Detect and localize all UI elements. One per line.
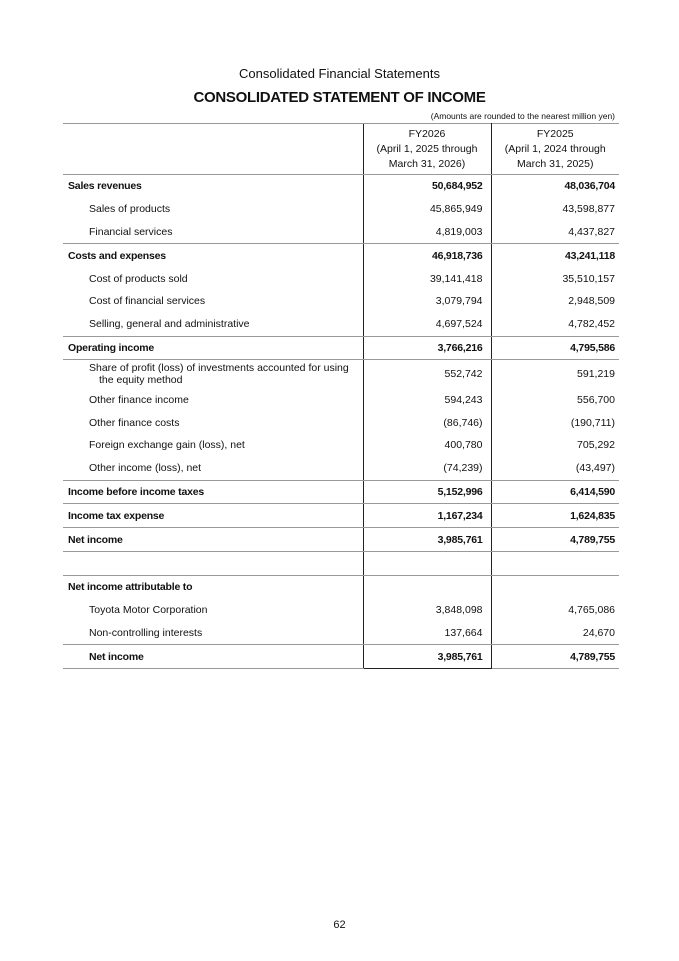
income-statement-table: [63, 123, 619, 669]
value-previous: 705,292: [577, 439, 615, 452]
value-current: 400,780: [363, 434, 491, 457]
page-title: CONSOLIDATED STATEMENT OF INCOME: [193, 89, 486, 106]
row-label: Non-controlling interests: [63, 621, 363, 644]
value-current: 3,766,216: [363, 336, 491, 360]
value-previous: 4,789,755: [491, 645, 619, 669]
table-row: [63, 504, 619, 528]
value-previous: (190,711): [570, 416, 615, 429]
table-row: [63, 290, 619, 313]
column-period-start: (April 1, 2025 through: [376, 142, 478, 155]
value-previous: 4,437,827: [491, 221, 619, 244]
column-period-end: March 31, 2026): [388, 157, 466, 170]
table-row: [63, 244, 619, 267]
value-previous: (43,497): [491, 457, 619, 480]
row-label: Sales of products: [89, 203, 171, 216]
column-period-end: March 31, 2025): [517, 157, 594, 170]
table-header-row: [63, 124, 619, 175]
value-current: (74,239): [363, 457, 491, 480]
value-current: 594,243: [363, 388, 491, 411]
value-previous: 24,670: [491, 621, 619, 644]
row-label: Foreign exchange gain (loss), net: [89, 439, 245, 452]
table-row: [63, 434, 619, 457]
row-label: Other finance income: [89, 393, 189, 406]
table-row: [63, 480, 619, 504]
amount-note: (Amounts are rounded to the nearest million yen): [430, 111, 615, 121]
column-year: FY2025: [536, 127, 574, 140]
table-row: [63, 198, 619, 221]
value-previous: 4,765,086: [568, 603, 615, 616]
value-current: 3,985,761: [363, 528, 491, 552]
row-label: Other income (loss), net: [63, 457, 363, 480]
row-label: Other finance costs: [89, 416, 180, 429]
table-row: [63, 528, 619, 552]
value-current: 46,918,736: [363, 244, 491, 267]
column-year: FY2026: [408, 127, 446, 140]
value-previous: 6,414,590: [491, 480, 619, 504]
value-current: 3,848,098: [363, 599, 491, 622]
row-label: Selling, general and administrative: [63, 313, 363, 336]
row-label: Cost of products sold: [89, 272, 188, 285]
row-label: Operating income: [63, 336, 363, 360]
row-label-line1: Share of profit (loss) of investments accounted for using: [89, 362, 349, 375]
value-previous: 4,789,755: [491, 528, 619, 552]
value-current: 4,819,003: [363, 221, 491, 244]
row-label: Costs and expenses: [68, 249, 166, 262]
table-row: [63, 388, 619, 411]
table-row: [63, 175, 619, 198]
value-current: 3,985,761: [363, 645, 491, 669]
row-label: Income before income taxes: [63, 480, 363, 504]
row-label: Financial services: [63, 221, 363, 244]
value-previous: 48,036,704: [564, 180, 615, 193]
value-previous: 43,241,118: [565, 249, 615, 262]
table-row: [63, 267, 619, 290]
value-current: [363, 551, 491, 575]
value-previous: 43,598,877: [562, 203, 615, 216]
value-previous: 4,795,586: [491, 336, 619, 360]
value-current: 5,152,996: [363, 480, 491, 504]
table-row: [63, 360, 619, 389]
value-previous: [491, 575, 619, 598]
row-label-line2: the equity method: [99, 374, 183, 387]
value-previous: 591,219: [577, 368, 615, 381]
table-row: [63, 645, 619, 669]
value-previous: 556,700: [577, 393, 615, 406]
row-label: [63, 551, 363, 575]
row-label: Net income attributable to: [68, 581, 193, 594]
value-current: (86,746): [363, 411, 491, 434]
value-current: 1,167,234: [363, 504, 491, 528]
row-label: Income tax expense: [63, 504, 363, 528]
value-current: 3,079,794: [363, 290, 491, 313]
column-header-fy2025: [491, 124, 619, 175]
value-previous: [491, 551, 619, 575]
value-current: [363, 575, 491, 598]
row-label: Sales revenues: [68, 180, 142, 193]
table-row-spacer: [63, 551, 619, 575]
table-row: [63, 313, 619, 336]
header-blank-cell: [63, 124, 363, 175]
table-row: [63, 221, 619, 244]
table-row: [63, 621, 619, 644]
row-label: Toyota Motor Corporation: [89, 603, 208, 616]
row-label: Net income: [63, 528, 363, 552]
value-previous: 2,948,509: [568, 295, 615, 308]
value-previous: 4,782,452: [491, 313, 619, 336]
value-current: 137,664: [363, 621, 491, 644]
table-row: [63, 336, 619, 360]
value-current: 50,684,952: [363, 175, 491, 198]
table-row: [63, 457, 619, 480]
column-period-start: (April 1, 2024 through: [504, 142, 606, 155]
table-row: [63, 411, 619, 434]
value-previous: 1,624,835: [491, 504, 619, 528]
row-label: [63, 360, 363, 389]
row-label: Cost of financial services: [89, 295, 206, 308]
page-number: 62: [333, 919, 346, 931]
row-label: Net income: [63, 645, 363, 669]
value-current: 552,742: [363, 360, 491, 389]
column-header-fy2026: [363, 124, 491, 175]
value-current: 39,141,418: [363, 267, 491, 290]
value-current: 45,865,949: [363, 198, 491, 221]
table-row: [63, 599, 619, 622]
value-previous: 35,510,157: [562, 272, 615, 285]
value-current: 4,697,524: [363, 313, 491, 336]
table-row: [63, 575, 619, 598]
section-header: Consolidated Financial Statements: [239, 66, 440, 81]
